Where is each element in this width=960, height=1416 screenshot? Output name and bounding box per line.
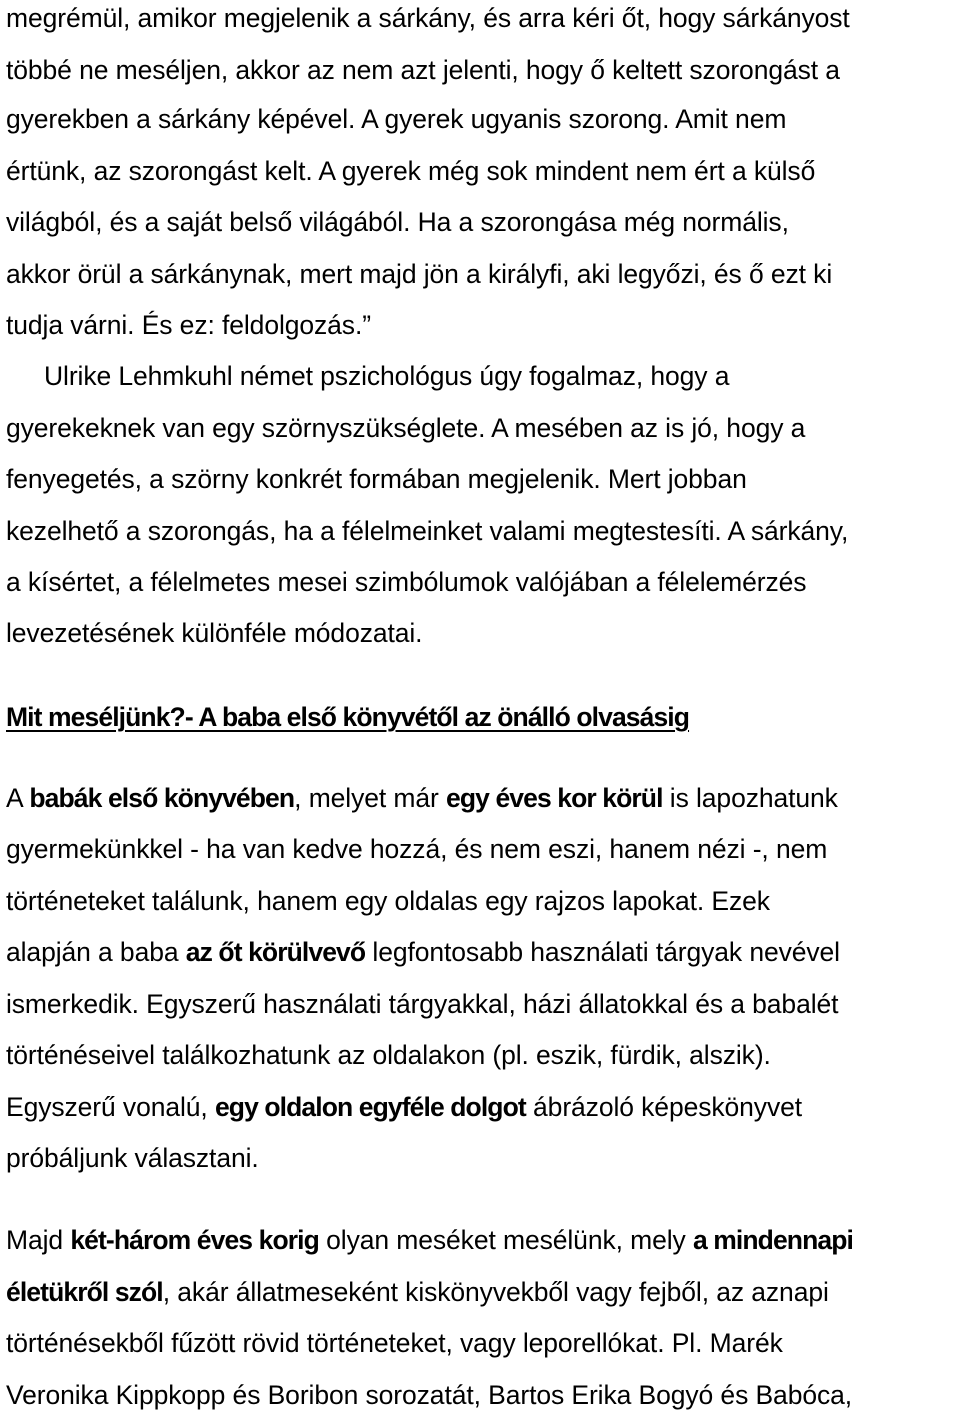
- text-run: A: [6, 783, 30, 813]
- text-run: gyerekeknek van egy szörnyszükséglete. A mesében az is jó, hogy a: [6, 413, 806, 443]
- text-run: Majd: [6, 1225, 71, 1255]
- text-run: , akár állatmeseként kiskönyvekből vagy fejből, az aznapi: [162, 1277, 829, 1307]
- text-run: tudja várni. És ez: feldolgozás.”: [6, 310, 371, 340]
- text-line: [44, 356, 729, 396]
- text-run: akkor örül a sárkánynak, mert majd jön a királyfi, aki legyőzi, és ő ezt ki: [6, 259, 833, 289]
- text-line: [6, 99, 786, 139]
- text-line: [6, 562, 806, 602]
- text-line: [6, 459, 747, 499]
- text-run: gyerekben a sárkány képével. A gyerek ugyanis szorong. Amit nem: [6, 104, 787, 134]
- bold-text-run: az őt körülvevő: [185, 937, 366, 967]
- text-line: [6, 1087, 802, 1127]
- text-run: megrémül, amikor megjelenik a sárkány, és arra kéri őt, hogy sárkányost: [6, 3, 850, 33]
- text-line: [6, 881, 770, 921]
- text-line: [6, 829, 827, 869]
- text-line: [6, 932, 840, 972]
- bold-text-run: egy éves kor körül: [446, 783, 663, 813]
- text-run: többé ne meséljen, akkor az nem azt jelenti, hogy ő keltett szorongást a: [6, 55, 840, 85]
- bold-text-run: két-három éves korig: [70, 1225, 319, 1255]
- text-run: próbáljunk választani.: [6, 1143, 259, 1173]
- bold-text-run: babák első könyvében: [29, 783, 295, 813]
- text-run: gyermekünkkel - ha van kedve hozzá, és nem eszi, hanem nézi -, nem: [6, 834, 828, 864]
- text-line: [6, 408, 805, 448]
- text-run: történeteket találunk, hanem egy oldalas egy rajzos lapokat. Ezek: [6, 886, 770, 916]
- text-line: [6, 1272, 829, 1312]
- text-run: fenyegetés, a szörny konkrét formában megjelenik. Mert jobban: [6, 464, 747, 494]
- text-run: világból, és a saját belső világából. Ha a szorongása még normális,: [6, 207, 789, 237]
- text-run: ismerkedik. Egyszerű használati tárgyakkal, házi állatokkal és a babalét: [6, 989, 839, 1019]
- text-line: [6, 202, 789, 242]
- text-line: [6, 613, 422, 653]
- text-line: [6, 151, 815, 191]
- text-line: [6, 511, 848, 551]
- text-run: Veronika Kippkopp és Boribon sorozatát, Bartos Erika Bogyó és Babóca,: [6, 1380, 853, 1410]
- text-run: történéseivel találkozhatunk az oldalakon (pl. eszik, fürdik, alszik).: [6, 1040, 771, 1070]
- heading-text: Mit meséljünk?- A baba első könyvétől az önálló olvasásig: [6, 702, 690, 732]
- text-run: is lapozhatunk: [662, 783, 838, 813]
- text-line: [6, 1138, 259, 1178]
- text-line: [6, 984, 838, 1024]
- bold-text-run: életükről szól: [6, 1277, 163, 1307]
- text-line: [6, 1220, 853, 1260]
- text-run: Ulrike Lehmkuhl német pszichológus úgy fogalmaz, hogy a: [44, 361, 730, 391]
- text-run: olyan meséket mesélünk, mely: [318, 1225, 693, 1255]
- text-line: [6, 50, 840, 90]
- text-run: ábrázoló képeskönyvet: [525, 1092, 802, 1122]
- text-line: [6, 0, 850, 38]
- text-run: levezetésének különféle módozatai.: [6, 618, 423, 648]
- text-line: [6, 1323, 783, 1363]
- text-line: [6, 1035, 771, 1075]
- text-run: a kísértet, a félelmetes mesei szimbólumok valójában a félelemérzés: [6, 567, 807, 597]
- text-line: [6, 254, 832, 294]
- text-run: Egyszerű vonalú,: [6, 1092, 215, 1122]
- bold-text-run: egy oldalon egyféle dolgot: [214, 1092, 526, 1122]
- text-run: történésekből fűzött rövid történeteket, vagy leporellókat. Pl. Marék: [6, 1328, 783, 1358]
- text-run: alapján a baba: [6, 937, 186, 967]
- section-heading: [6, 697, 689, 737]
- text-run: legfontosabb használati tárgyak nevével: [365, 937, 840, 967]
- bold-text-run: a mindennapi: [692, 1225, 853, 1255]
- text-line: [6, 778, 838, 818]
- text-run: kezelhető a szorongás, ha a félelmeinket valami megtestesíti. A sárkány,: [6, 516, 849, 546]
- text-run: , melyet már: [294, 783, 447, 813]
- text-run: értünk, az szorongást kelt. A gyerek még sok mindent nem ért a külső: [6, 156, 816, 186]
- text-line: [6, 305, 371, 345]
- text-line: [6, 1375, 852, 1415]
